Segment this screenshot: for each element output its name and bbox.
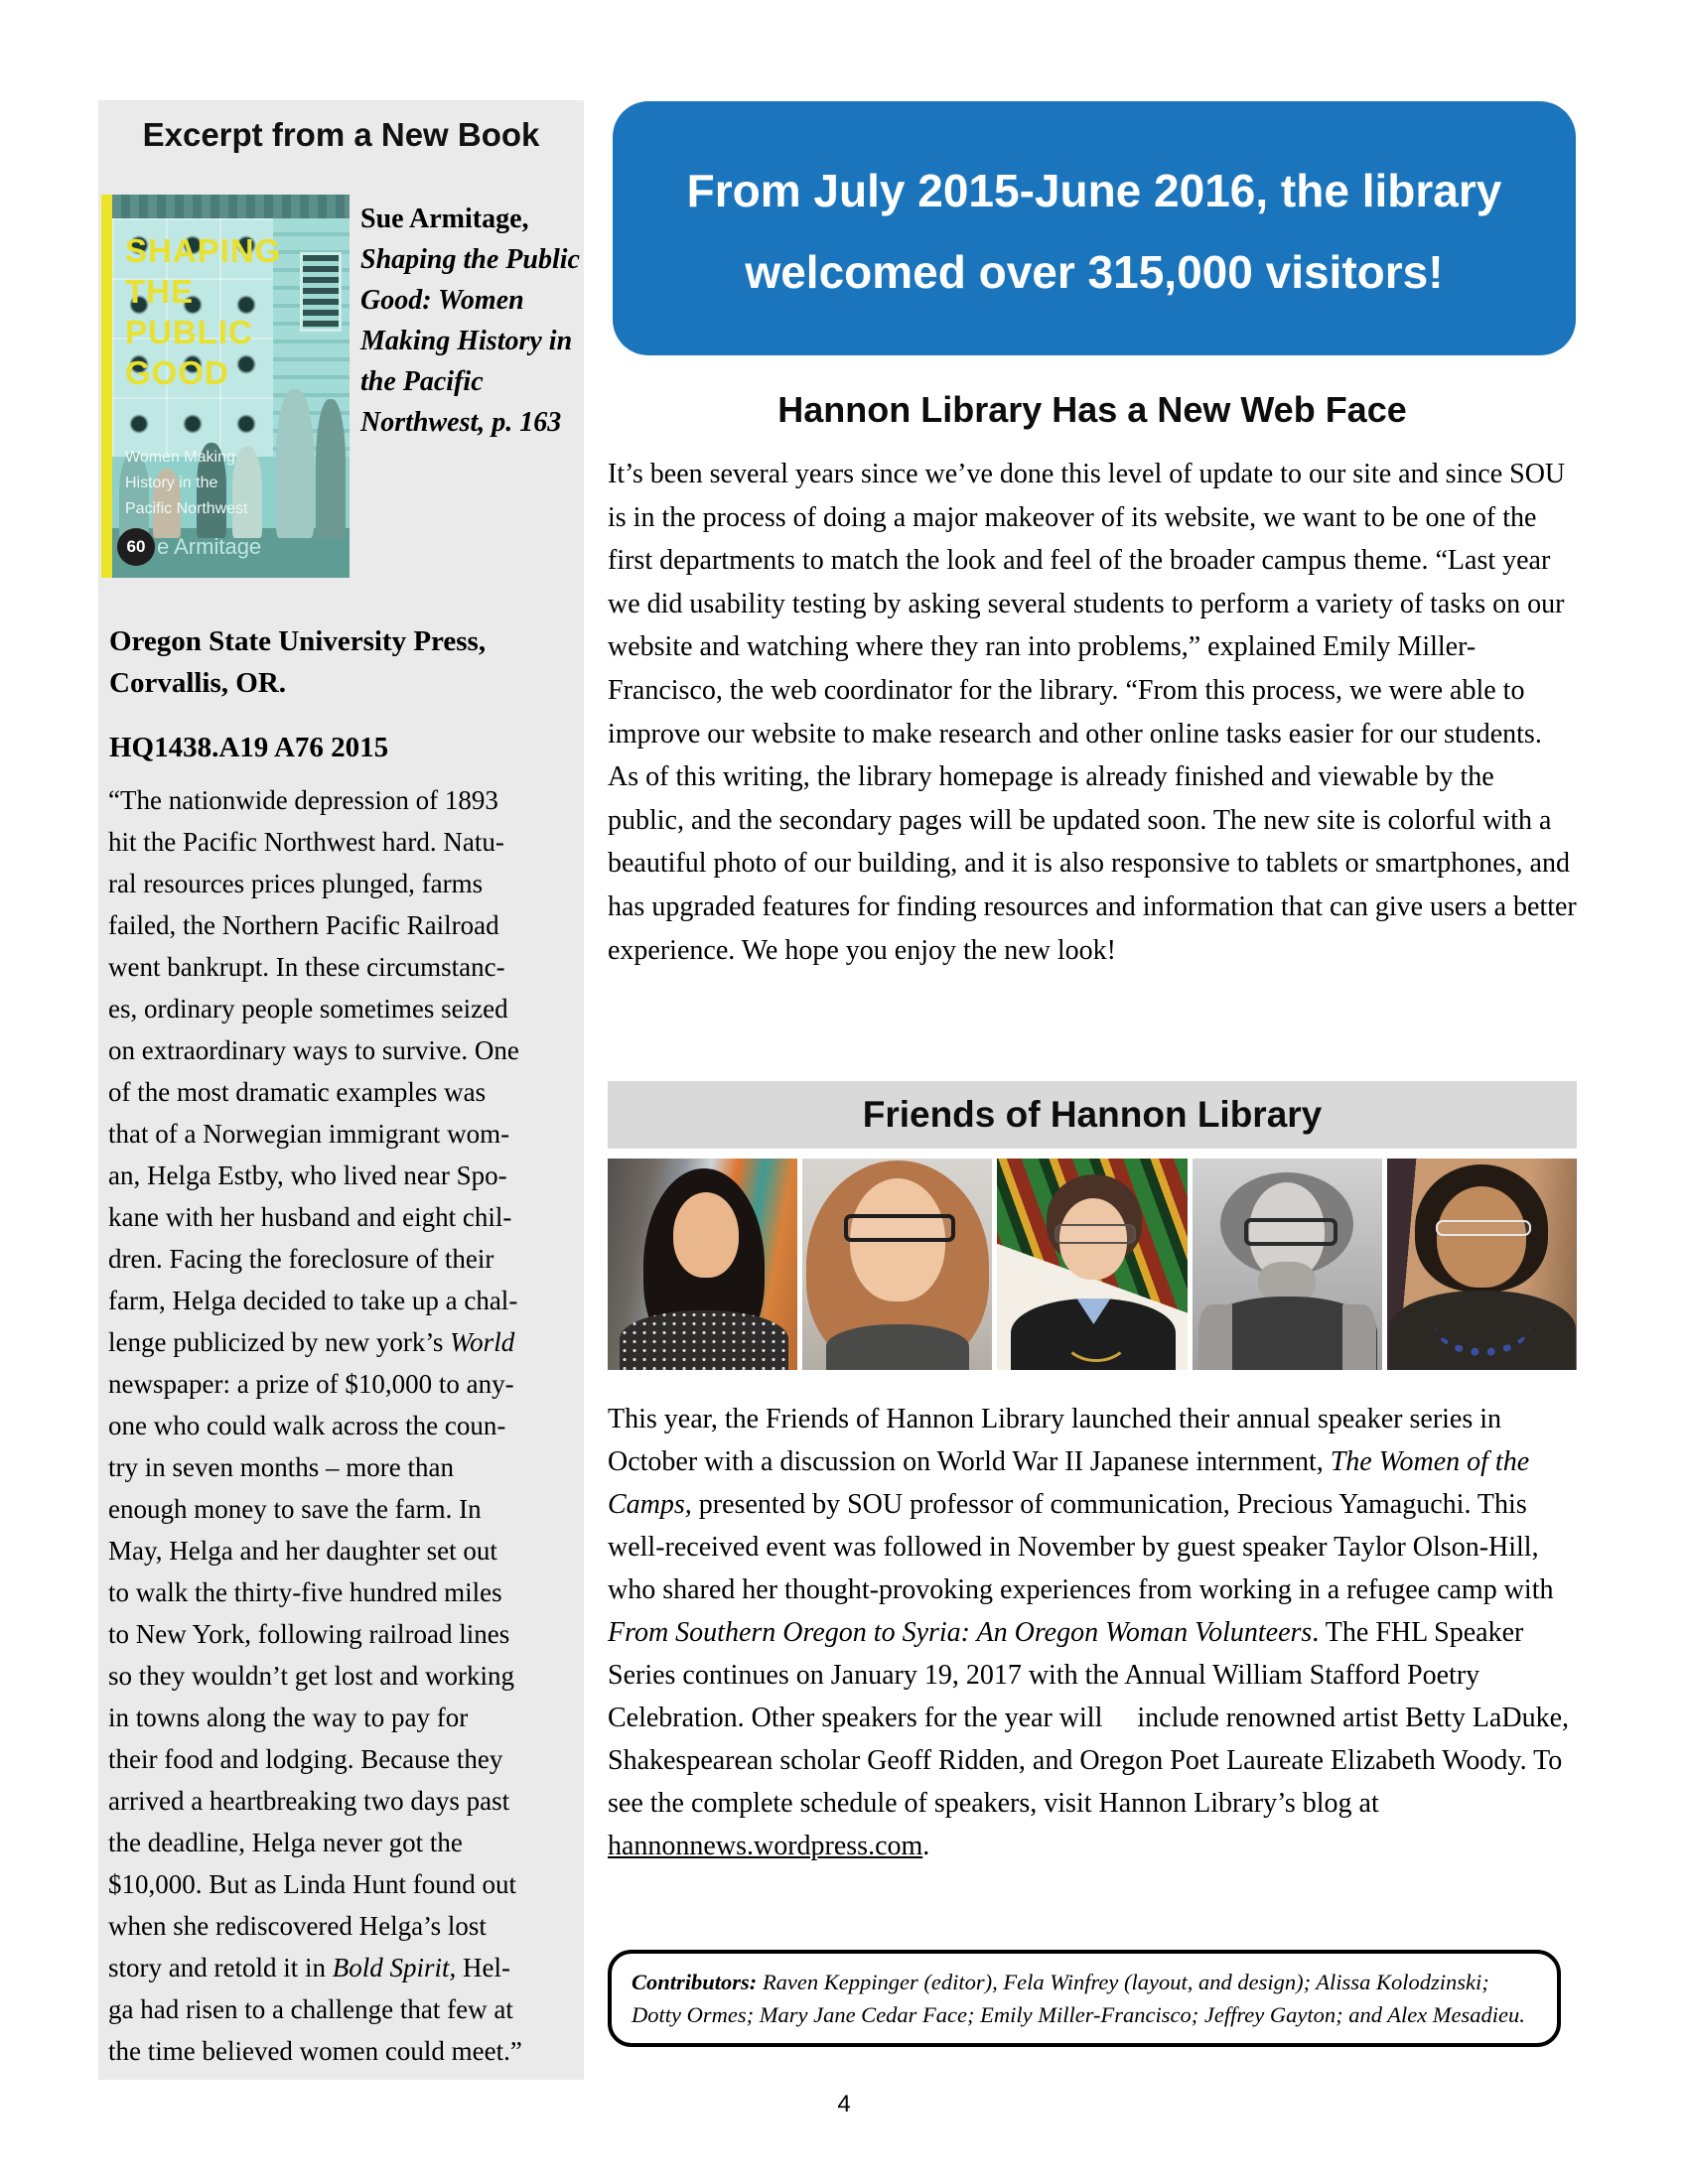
cover-author: e Armitage — [157, 534, 262, 559]
contributors-box: Contributors: Raven Keppinger (editor), Fela Winfrey (layout, and design); Alissa Kolodzinski; Dotty Ormes; Mary Jane Cedar Face; Emily Miller-Francisco; Jeffrey Gayton; and Alex Mesadieu. — [608, 1950, 1561, 2047]
book-citation: Sue Armitage, Shaping the Public Good: Women Making History in the Pacific Northwest, p. 163 — [360, 204, 580, 438]
glasses-shape — [844, 1214, 955, 1242]
friends-banner — [608, 1081, 1577, 1149]
friend-portrait-2 — [802, 1159, 992, 1370]
sleeve-shape — [1342, 1304, 1376, 1370]
visitors-banner-line1: From July 2015-June 2016, the library — [686, 165, 1502, 216]
face-shape — [1437, 1186, 1526, 1288]
glasses-shape — [1055, 1224, 1136, 1244]
call-number: HQ1438.A19 A76 2015 — [109, 732, 389, 763]
excerpt-panel — [98, 100, 584, 2080]
friends-body: This year, the Friends of Hannon Library launched their annual speaker series in October with a discussion on World War II Japanese internment, The Women of the Camps, presented by SOU professor of communication, Precious Yamaguchi. This well-received event was followed in November by guest speaker Taylor Olson-Hill, who shared her thought-provoking experiences from working in a refugee camp with From Southern Oregon to Syria: An Oregon Woman Volunteers. The FHL Speaker Series continues on January 19, 2017 with the Annual William Stafford Poetry Celebration. Other speakers for the year will include renowned artist Betty LaDuke, Shakespearean scholar Geoff Ridden, and Oregon Poet Laureate Elizabeth Woody. To see the complete schedule of speakers, visit Hannon Library’s blog at hannonnews.wordpress.com. — [608, 1404, 1570, 1861]
friend-portrait-3 — [997, 1159, 1187, 1370]
cover-title: SHAPING THE PUBLIC GOOD — [125, 232, 282, 391]
friends-photo-row — [608, 1159, 1577, 1370]
publisher-line: Oregon State University Press, Corvallis, OR. — [109, 625, 487, 699]
book-cover-image — [101, 195, 350, 578]
friends-heading: Friends of Hannon Library — [862, 1094, 1323, 1135]
excerpt-heading: Excerpt from a New Book — [142, 116, 540, 153]
torso-shape — [826, 1324, 969, 1370]
publisher-logo-icon: 60 — [117, 528, 155, 566]
friend-portrait-1 — [608, 1159, 797, 1370]
cover-figure — [276, 389, 314, 538]
blog-link[interactable]: hannonnews.wordpress.com — [608, 1831, 923, 1861]
glasses-shape — [1436, 1220, 1531, 1236]
necklace-shape — [1435, 1293, 1530, 1356]
cover-author-row — [117, 528, 261, 566]
friend-portrait-5 — [1387, 1159, 1577, 1370]
sleeve-shape — [1198, 1304, 1232, 1370]
cover-figure — [316, 399, 346, 538]
book-excerpt-quote: “The nationwide depression of 1893 hit the Pacific Northwest hard. Natu- ral resources prices plunged, farms failed, the Northern Pacific Railroad went bankrupt. In these circumstanc- es, ordinary people sometimes seized on extraordinary ways to survive. One of the most dramatic examples was that of a Norwegian immigrant wom- an, Helga Estby, who lived near Spo- kane with her husband and eight chil- dren. Facing the foreclosure of their farm, Helga decided to take up a chal- lenge publicized by new york’s World newspaper: a prize of $10,000 to any- one who could walk across the coun- try in seven months – more than enough money to save the farm. In May, Helga and her daughter set out to walk the thirty-five hundred miles to New York, following railroad lines so they wouldn’t get lost and working in towns along the way to pay for their food and lodging. Because they arrived a heartbreaking two days past the deadline, Helga never got the $10,000. But as Linda Hunt found out when she rediscovered Helga’s lost story and retold it in Bold Spirit, Hel- ga had risen to a challenge that few at the time believed women could meet.” — [108, 785, 522, 2066]
glasses-shape — [1244, 1218, 1337, 1246]
page-number: 4 — [837, 2091, 851, 2117]
torso-shape — [620, 1310, 788, 1370]
cover-window-shape — [300, 252, 342, 332]
webface-body: It’s been several years since we’ve done this level of update to our site and since SOU is in the process of doing a major makeover of its website, we want to be one of the first departments to match the look and feel of the broader campus theme. “Last year we did usability testing by asking several students to perform a variety of tasks on our website and watching where they ran into problems,” explained Emily Miller-Francisco, the web coordinator for the library. “From this process, we were able to improve our website to make research and other online tasks easier for our students. As of this writing, the library homepage is already finished and viewable by the public, and the secondary pages will be updated soon. The new site is colorful with a beautiful photo of our building, and it is also responsive to tablets or smartphones, and has upgraded features for finding resources and information that can give users a better experience. We hope you enjoy the new look! — [608, 459, 1577, 966]
cover-subtitle: Women Making History in the Pacific Northwest — [125, 449, 248, 517]
cover-yellow-stripe — [101, 195, 112, 578]
visitors-banner — [613, 101, 1576, 355]
friend-portrait-4 — [1193, 1159, 1382, 1370]
face-shape — [673, 1192, 739, 1278]
necklace-shape — [1062, 1312, 1130, 1362]
webface-heading: Hannon Library Has a New Web Face — [777, 389, 1407, 430]
visitors-banner-line2: welcomed over 315,000 visitors! — [745, 246, 1444, 298]
